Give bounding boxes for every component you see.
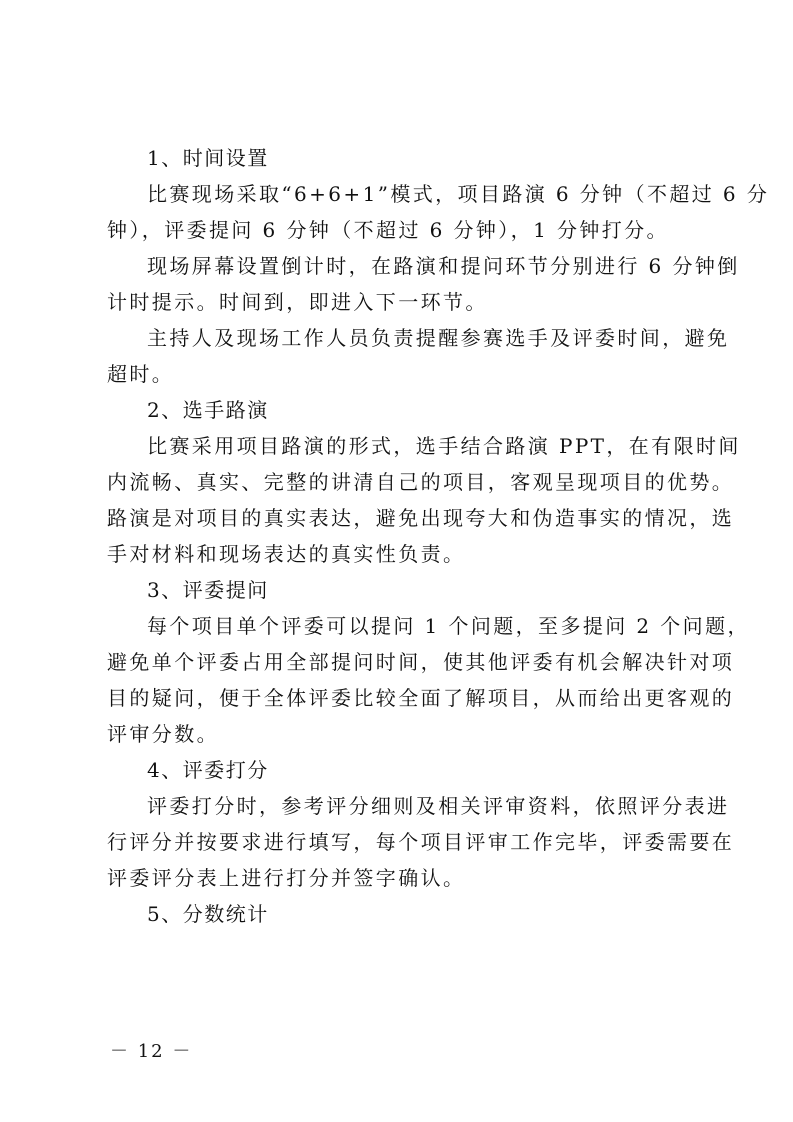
paragraph-line: 现场屏幕设置倒计时，在路演和提问环节分别进行 6 分钟倒	[147, 254, 740, 278]
paragraph-line: 内流畅、真实、完整的讲清自己的项目，客观呈现项目的优势。	[107, 470, 735, 494]
section-heading: 5、分数统计	[147, 902, 269, 926]
section-heading: 2、选手路演	[147, 398, 269, 422]
paragraph-line: 评委打分时，参考评分细则及相关评审资料，依照评分表进	[147, 794, 730, 818]
paragraph-line: 路演是对项目的真实表达，避免出现夸大和伪造事实的情况，选	[107, 506, 735, 530]
paragraph-line: 钟），评委提问 6 分钟（不超过 6 分钟），1 分钟打分。	[107, 218, 669, 242]
paragraph-line: 比赛采用项目路演的形式，选手结合路演 PPT，在有限时间	[147, 434, 741, 458]
paragraph-line: 评审分数。	[107, 722, 219, 746]
page-number: － 12 －	[110, 1041, 193, 1062]
section-heading: 3、评委提问	[147, 578, 269, 602]
section-heading: 4、评委打分	[147, 758, 269, 782]
paragraph-line: 比赛现场采取“6+6+1”模式，项目路演 6 分钟（不超过 6 分	[147, 182, 770, 206]
paragraph-line: 主持人及现场工作人员负责提醒参赛选手及评委时间，避免	[147, 326, 730, 350]
paragraph-line: 每个项目单个评委可以提问 1 个问题，至多提问 2 个问题，	[147, 614, 750, 638]
paragraph-line: 目的疑问，便于全体评委比较全面了解项目，从而给出更客观的	[107, 686, 735, 710]
paragraph-line: 避免单个评委占用全部提问时间，使其他评委有机会解决针对项	[107, 650, 735, 674]
paragraph-line: 行评分并按要求进行填写，每个项目评审工作完毕，评委需要在	[107, 830, 735, 854]
section-heading: 1、时间设置	[147, 146, 269, 170]
document-body	[107, 140, 770, 932]
paragraph-line: 计时提示。时间到，即进入下一环节。	[107, 290, 488, 314]
paragraph-line: 手对材料和现场表达的真实性负责。	[107, 542, 466, 566]
paragraph-line: 超时。	[107, 362, 175, 386]
paragraph-line: 评委评分表上进行打分并签字确认。	[107, 866, 466, 890]
